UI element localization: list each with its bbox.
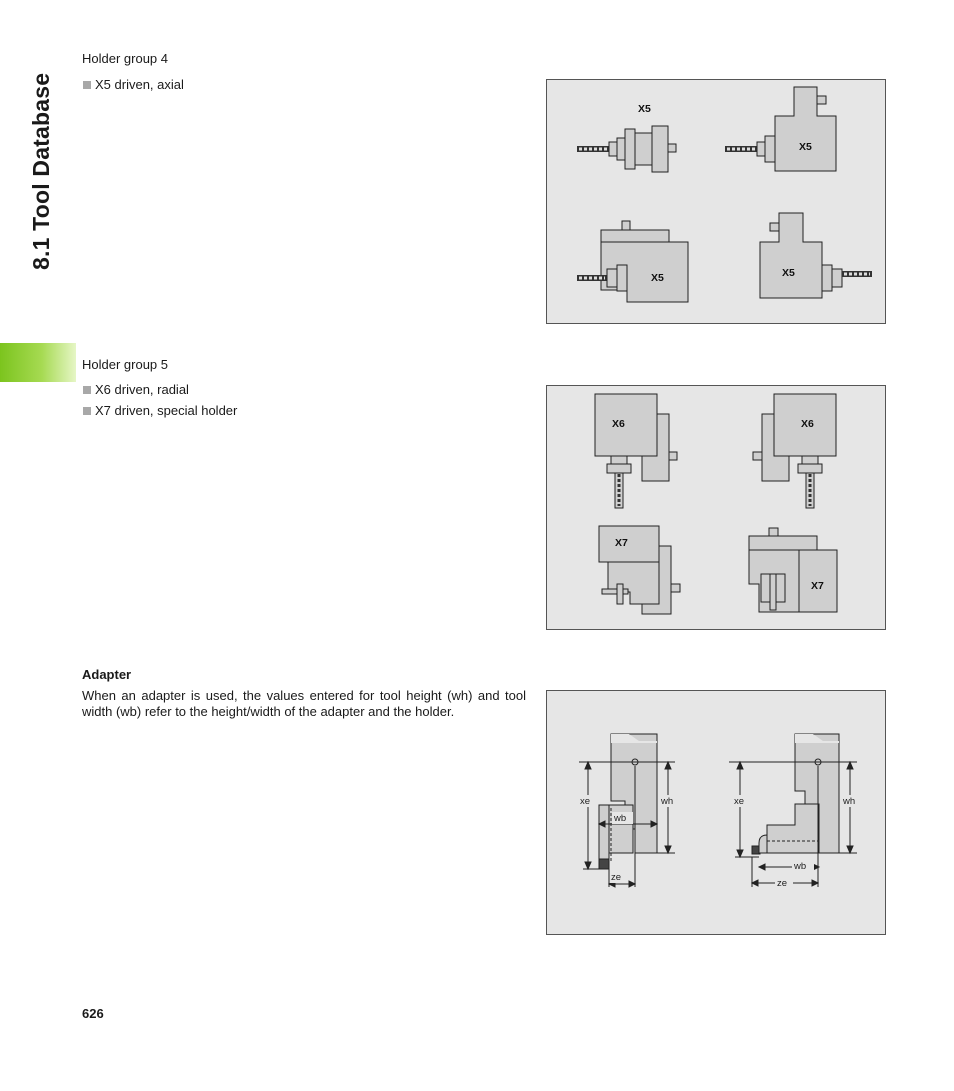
dim-wb-right: wb xyxy=(794,861,807,872)
dim-wh-left: wh xyxy=(661,796,674,807)
dim-ze-right: ze xyxy=(777,878,788,889)
figure-adapter-dimensions xyxy=(546,690,886,935)
bullet-x7-driven-special: X7 driven, special holder xyxy=(82,403,237,419)
dim-wb-left: wb xyxy=(614,813,627,824)
dim-xe-right: xe xyxy=(734,796,745,807)
dim-xe-left: xe xyxy=(580,796,591,807)
label-x5-d: X5 xyxy=(782,267,795,279)
holder-group-4-heading: Holder group 4 xyxy=(82,51,168,66)
label-x5-b: X5 xyxy=(799,141,812,153)
adapter-description: When an adapter is used, the values entered for tool height (wh) and tool width (wb) refer to the height/width of the adapter and the holder. xyxy=(82,688,526,719)
label-x5-c: X5 xyxy=(651,272,664,284)
dim-wh-right: wh xyxy=(843,796,856,807)
chapter-tab-marker xyxy=(0,343,76,382)
label-x5-a: X5 xyxy=(638,103,651,115)
dim-ze-left: ze xyxy=(611,872,622,883)
label-x6-b: X6 xyxy=(801,418,814,430)
label-x7-b: X7 xyxy=(811,580,824,592)
label-x6-a: X6 xyxy=(612,418,625,430)
figure-holder-group-4 xyxy=(546,79,886,324)
holder-group-5-heading: Holder group 5 xyxy=(82,357,168,372)
label-x7-a: X7 xyxy=(615,537,628,549)
page-number: 626 xyxy=(82,1006,104,1021)
figure-holder-group-5 xyxy=(546,385,886,630)
chapter-title: 8.1 Tool Database xyxy=(28,72,54,270)
bullet-x6-driven-radial: X6 driven, radial xyxy=(82,382,189,398)
bullet-x5-driven-axial: X5 driven, axial xyxy=(82,77,184,93)
adapter-heading: Adapter xyxy=(82,667,132,682)
